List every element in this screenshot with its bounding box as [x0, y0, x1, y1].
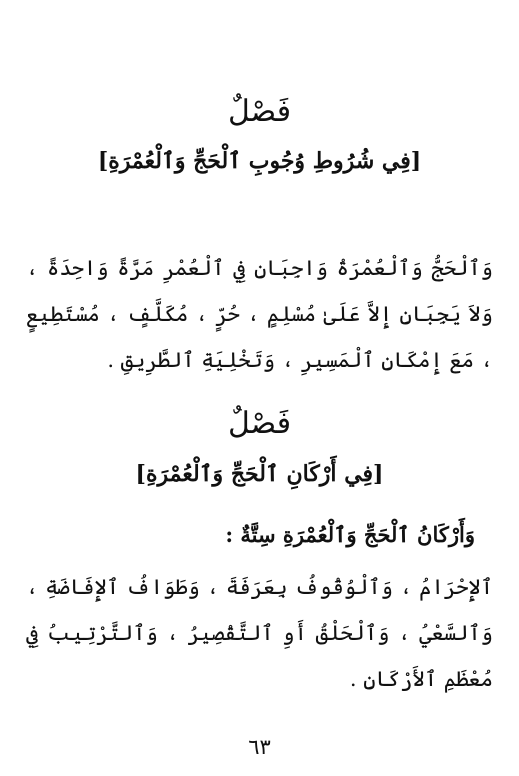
- paragraph-text: وَٱلْحَجُّ وَٱلْعُمْرَةُ وَاجِبَانِ فِي ٱلْعُمْرِ مَرَّةً وَاحِدَةً ، وَلاَ يَجِبَانِ إِلاَّ عَلَىٰ مُسْلِمٍ ، حُرٍّ ، مُكَلَّفٍ ، مُسْتَطِيعٍ ، مَعَ إِمْكَانِ ٱلْمَسِيرِ ، وَتَخْلِيَةِ ٱلطَّرِيقِ .: [26, 256, 493, 372]
- section-ornament-title: فَصْلٌ: [227, 94, 292, 129]
- body-paragraph: [26, 245, 493, 383]
- page-number: ٦٣: [248, 735, 271, 759]
- subheading: وَأَرْكَانُ ٱلْحَجِّ وَٱلْعُمْرَةِ سِتَّةٌ :: [225, 522, 475, 547]
- section-heading: [فِي أَرْكَانِ ٱلْحَجِّ وَٱلْعُمْرَةِ]: [135, 461, 384, 487]
- paragraph-text: ٱلإِحْرَامُ ، وَٱلْوُقُوفُ بِعَرَفَةَ ، وَطَوَافُ ٱلإِفَاضَةِ ، وَٱلسَّعْيُ ، وَٱلْحَلْقُ أَوِ ٱلتَّقْصِيرُ ، وَٱلتَّرْتِيبُ فِي مُعْظَمِ ٱلأَرْكَانِ .: [26, 575, 493, 691]
- section-heading: [فِي شُرُوطِ وُجُوبِ ٱلْحَجِّ وَٱلْعُمْرَةِ]: [97, 148, 422, 174]
- body-paragraph: [26, 564, 493, 702]
- section-ornament-title: فَصْلٌ: [227, 406, 292, 441]
